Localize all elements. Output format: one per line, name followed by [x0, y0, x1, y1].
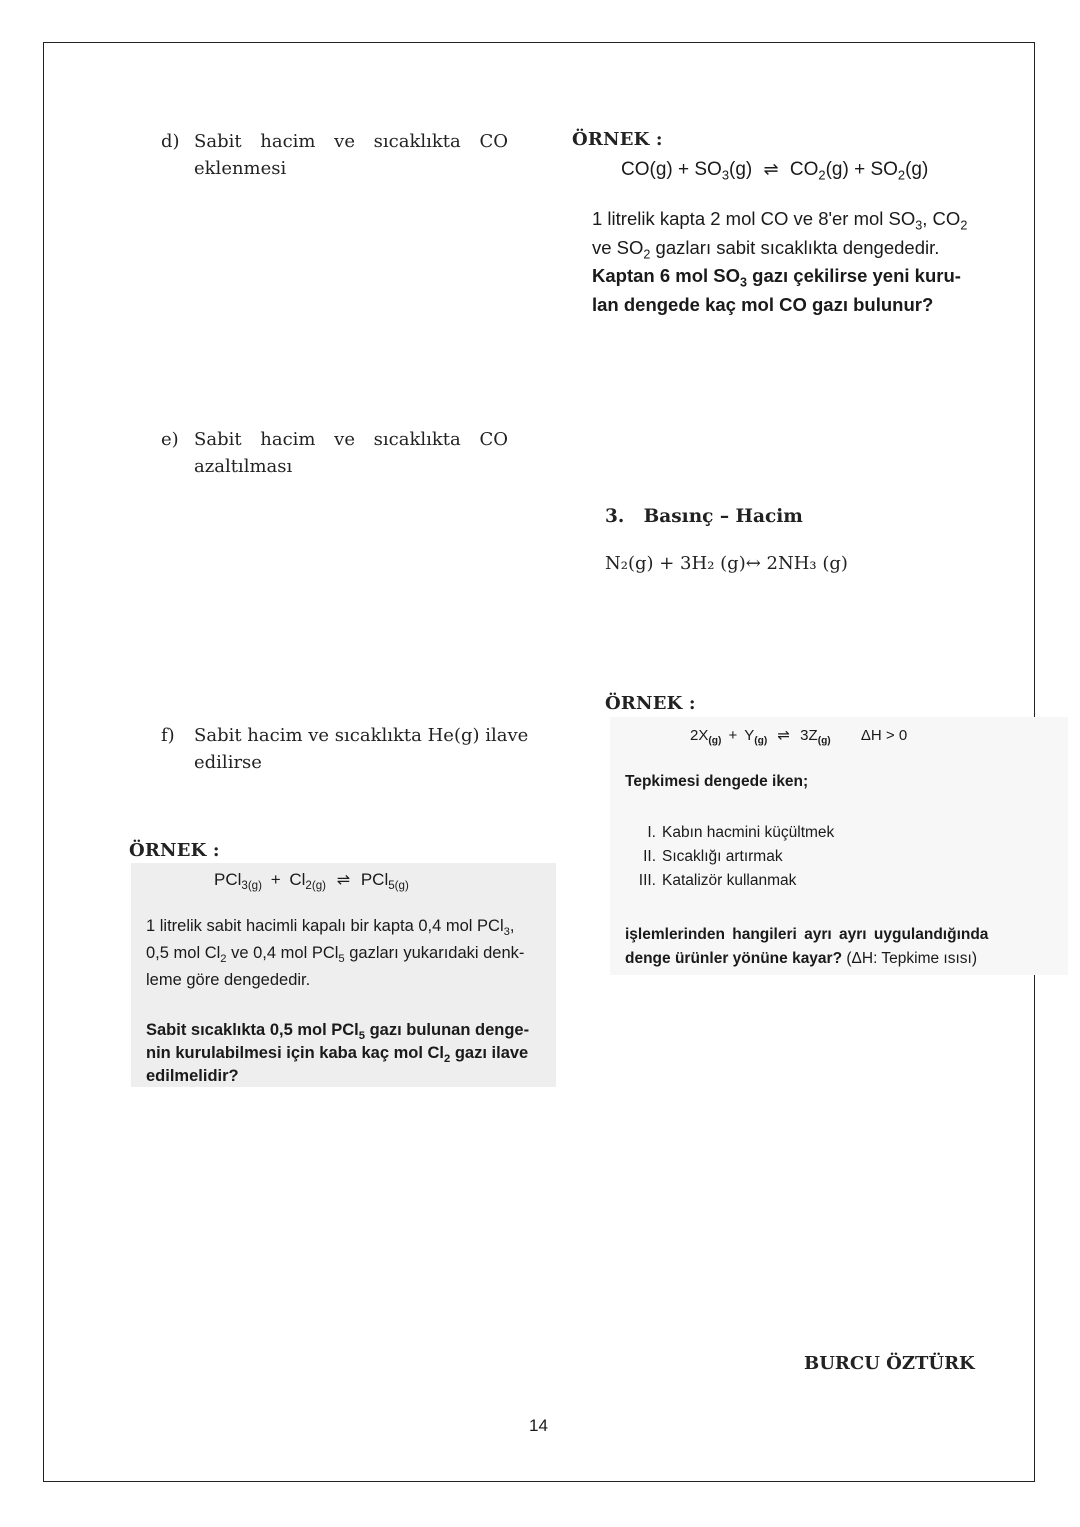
equilibrium-arrow-icon: ⇌: [777, 727, 790, 744]
item-e: [161, 426, 521, 482]
item-d: [161, 128, 521, 184]
equilibrium-arrow-icon: ⇌: [763, 159, 779, 179]
item-e-line2: azaltılması: [194, 456, 293, 477]
item-e-label: e): [161, 429, 179, 450]
item-d-line2: eklenmesi: [194, 158, 287, 179]
equilibrium-arrow-icon: ⇌: [336, 872, 351, 889]
item-f-line1: Sabit hacim ve sıcaklıkta He(g) ilave: [194, 725, 529, 746]
right-example2-equation: $2X_{(g)} + Y_{(g)}$ ⇌ $3Z_{(g)}$ ΔH > 0: [690, 727, 908, 747]
right-example1-equation: $CO(g) + SO_3(g)$ ⇌ $CO_2(g) + SO_2(g)$: [621, 159, 929, 183]
section3-heading: 3. Basınç – Hacim: [605, 506, 803, 527]
left-example-equation: $PCl_{3(g)} + Cl_{2(g)}$ ⇌ PCl$_{5(g)}$: [214, 870, 409, 893]
author-name: BURCU ÖZTÜRK: [804, 1353, 975, 1374]
item-d-label: d): [161, 131, 180, 152]
right-example2-title: ÖRNEK :: [605, 693, 696, 714]
section3-equation: N₂(g) + 3H₂ (g)↔ 2NH₃ (g): [605, 553, 848, 574]
right-example2-options: [627, 821, 834, 893]
left-example-title: ÖRNEK :: [129, 840, 220, 861]
option-row: II. Sıcaklığı artırmak: [643, 848, 783, 865]
right-example1-text: 1 litrelik kapta 2 mol CO ve 8'er mol $SO_3$, $CO_2$ ve $SO_2$ gazları sabit sıcaklıkta dengededir. Kaptan 6 mol $SO_3$ gazı çekilirse yeni kuru- lan dengede kaç mol CO gazı bulunur?: [592, 208, 968, 315]
enthalpy-condition: ΔH > 0: [860, 727, 908, 744]
item-f: [161, 722, 531, 778]
right-example2-box: [610, 717, 1068, 975]
option-row: I. Kabın hacmini küçültmek: [647, 824, 835, 841]
item-f-label: f): [161, 725, 175, 746]
option-row: III. Katalizör kullanmak: [638, 872, 797, 889]
page-number: 14: [529, 1416, 548, 1435]
right-example1-title: ÖRNEK :: [572, 129, 663, 150]
left-example-question: Sabit sıcaklıkta 0,5 mol PCl$_5$ gazı bulunan denge- nin kurulabilmesi için kaba kaç mol $Cl_2$ gazı ilave edilmelidir?: [146, 1021, 530, 1085]
item-f-line2: edilirse: [194, 752, 262, 773]
left-example-box: [131, 863, 556, 1087]
right-example2-intro: Tepkimesi dengede iken;: [625, 773, 809, 790]
right-example2-question: işlemlerinden hangileri ayrı ayrı uygulandığında denge ürünler yönüne kayar? (ΔH: Tepkime ısısı): [625, 926, 989, 967]
item-d-line1: Sabit hacim ve sıcaklıkta CO: [194, 131, 508, 152]
item-e-line1: Sabit hacim ve sıcaklıkta CO: [194, 429, 508, 450]
left-example-text: 1 litrelik sabit hacimli kapalı bir kapta 0,4 mol PCl$_3$, 0,5 mol $Cl_2$ ve 0,4 mol PCl$_5$ gazları yukarıdaki denk- leme göre dengededir.: [146, 917, 525, 989]
